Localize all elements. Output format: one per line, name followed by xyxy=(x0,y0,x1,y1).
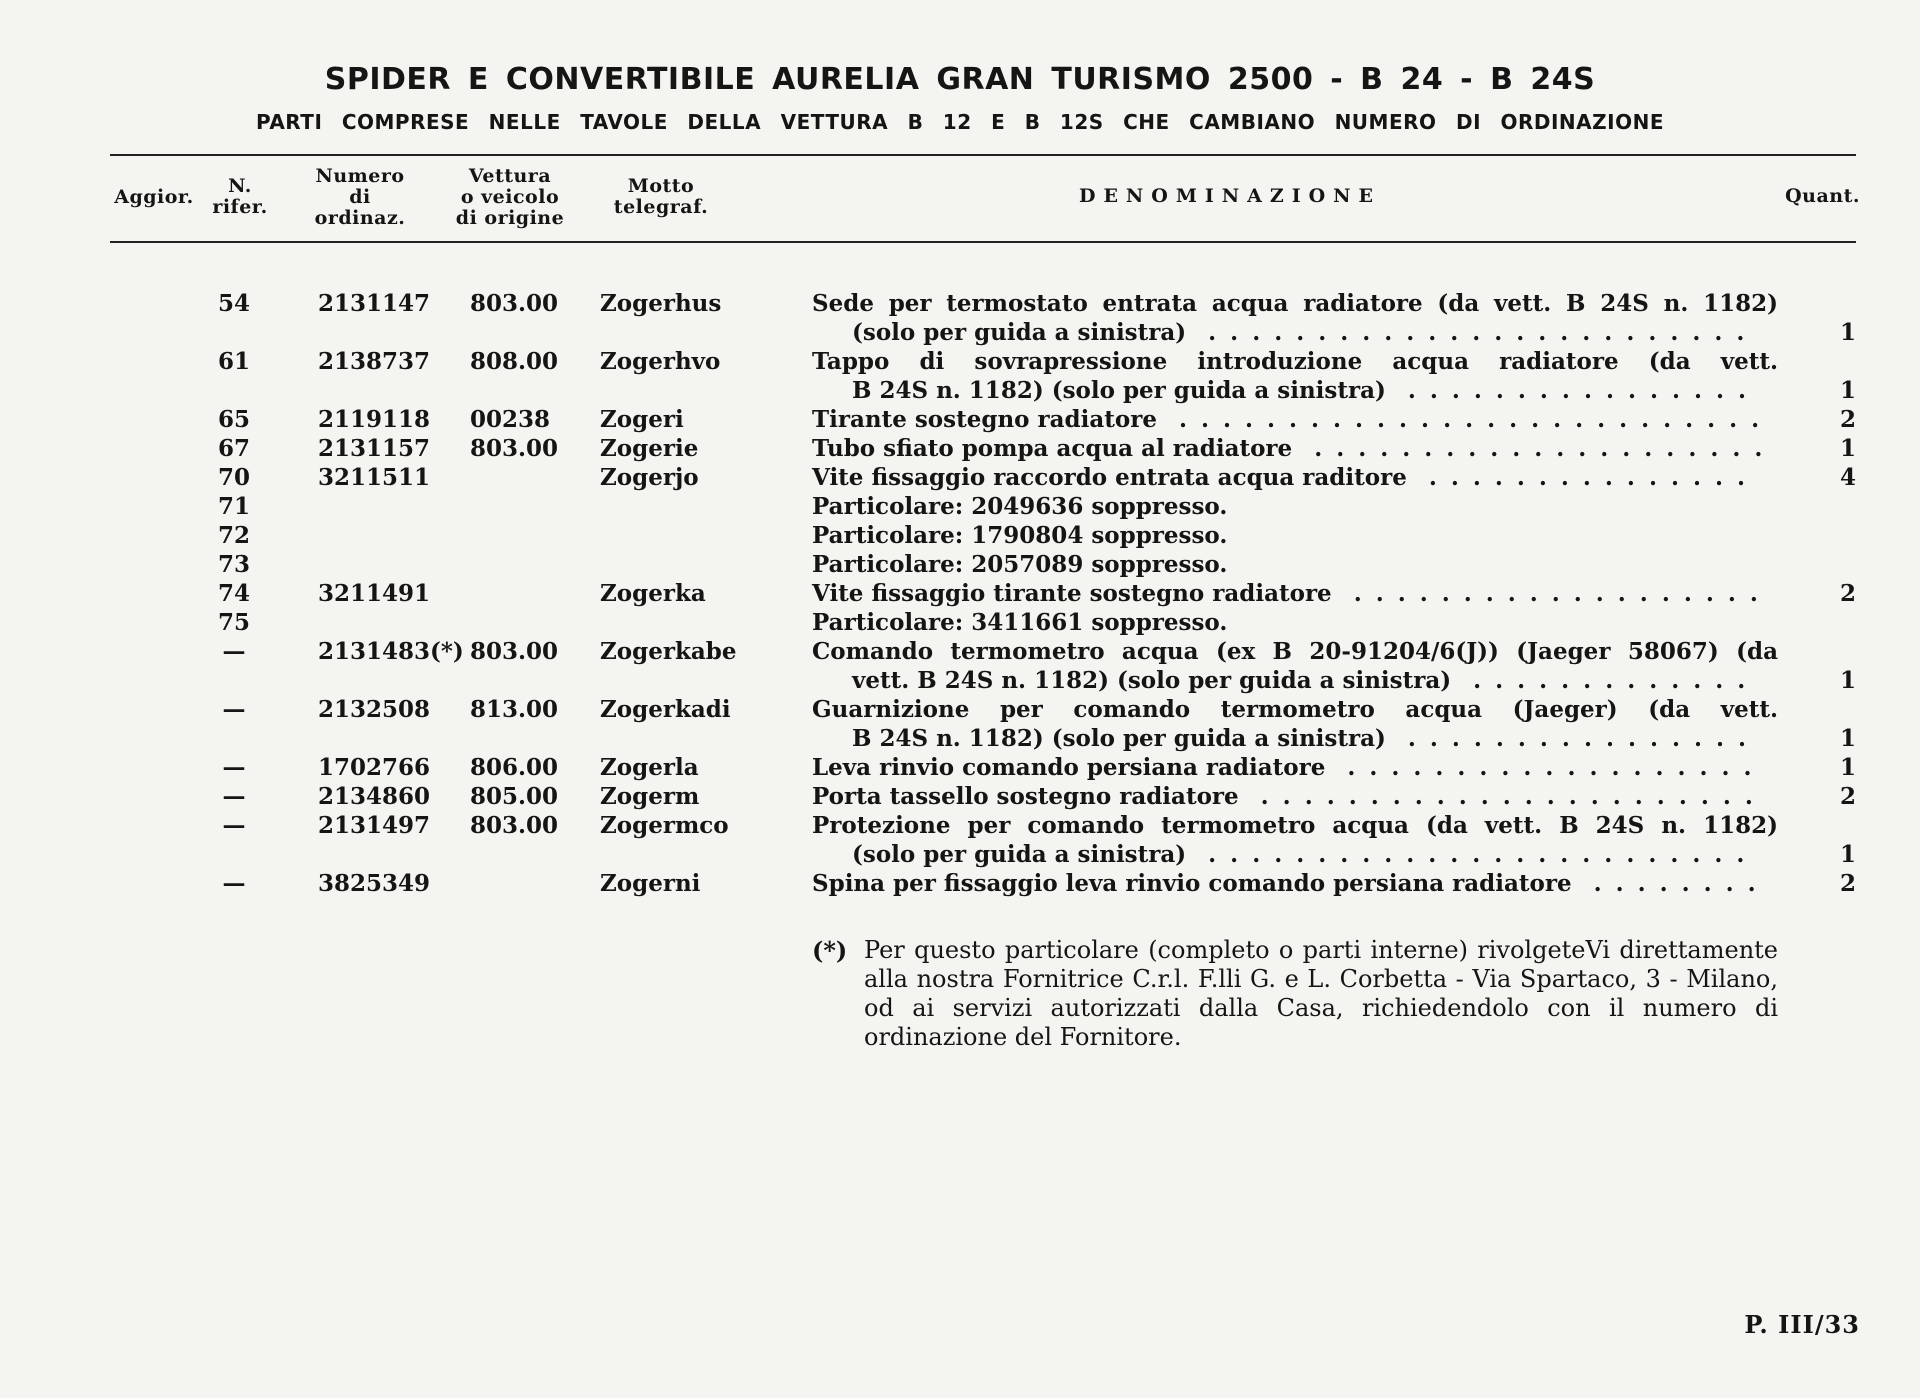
page-number: P. III/33 xyxy=(1744,1310,1860,1339)
telegraph-code: Zogerni xyxy=(600,870,701,897)
order-number: 2138737 xyxy=(318,348,431,375)
telegraph-code: Zogerhus xyxy=(600,290,722,317)
description-line1 xyxy=(812,405,1778,434)
order-number: 3825349 xyxy=(318,870,431,897)
header-numero-line3: ordinaz. xyxy=(314,207,406,229)
description-line1 xyxy=(812,753,1778,782)
ref-number: — xyxy=(222,870,246,897)
description-line1 xyxy=(812,869,1778,898)
order-number: 2131147 xyxy=(318,290,431,317)
origin-vehicle: 806.00 xyxy=(470,754,559,781)
description-text: Leva rinvio comando persiana radiatore xyxy=(812,754,1326,781)
description-text: Spina per fissaggio leva rinvio comando persiana radiatore xyxy=(812,870,1572,897)
description xyxy=(812,753,1778,782)
quantity: 2 xyxy=(1839,406,1856,433)
footnote xyxy=(812,936,1778,1052)
page-subtitle: PARTI COMPRESE NELLE TAVOLE DELLA VETTURA B 12 E B 12S CHE CAMBIANO NUMERO DI ORDINAZIONE xyxy=(256,110,1664,134)
description-line1 xyxy=(812,782,1778,811)
description-line1: Sede per termostato entrata acqua radiatore (da vett. B 24S n. 1182) xyxy=(812,290,1778,317)
order-number: 3211491 xyxy=(318,580,431,607)
ref-number: — xyxy=(222,812,246,839)
leader-dots: ........ xyxy=(1571,870,1770,897)
ref-number: 65 xyxy=(217,406,250,433)
header-rif-line1: N. xyxy=(228,175,252,197)
description-line1 xyxy=(812,434,1778,463)
header-numero-line2: di xyxy=(349,186,371,208)
footnote-mark: (*) xyxy=(812,936,848,965)
description-text: Particolare: 3411661 soppresso. xyxy=(812,609,1228,636)
telegraph-code: Zogeri xyxy=(600,406,684,433)
leader-dots: ..................... xyxy=(1292,435,1777,462)
leader-dots: ......................... xyxy=(1186,319,1759,346)
description-line2 xyxy=(812,724,1778,753)
description-line2 xyxy=(812,666,1778,695)
leader-dots: ............. xyxy=(1451,667,1760,694)
order-number: 2132508 xyxy=(318,696,431,723)
ref-number: 74 xyxy=(217,580,250,607)
quantity: 2 xyxy=(1839,870,1856,897)
telegraph-code: Zogerie xyxy=(600,435,699,462)
ref-number: 61 xyxy=(217,348,250,375)
origin-vehicle: 803.00 xyxy=(470,638,559,665)
description-line1: Protezione per comando termometro acqua (da vett. B 24S n. 1182) xyxy=(812,812,1778,839)
ref-number: 72 xyxy=(217,522,250,549)
quantity: 1 xyxy=(1839,667,1856,694)
origin-vehicle: 813.00 xyxy=(470,696,559,723)
description-line2-text: vett. B 24S n. 1182) (solo per guida a sinistra) xyxy=(852,667,1452,694)
ref-number: 67 xyxy=(217,435,250,462)
description xyxy=(812,492,1778,521)
order-number: 2131483(*) xyxy=(318,638,464,665)
ref-number: — xyxy=(222,754,246,781)
description-line1 xyxy=(812,608,1778,637)
header-numero-line1: Numero xyxy=(315,165,405,187)
description-line1 xyxy=(812,550,1778,579)
header-vettura-line1: Vettura xyxy=(468,165,552,187)
leader-dots: ............... xyxy=(1406,464,1759,491)
leader-dots: ................ xyxy=(1385,725,1760,752)
header-vettura-line3: di origine xyxy=(455,207,565,229)
description xyxy=(812,782,1778,811)
description-line2-text: (solo per guida a sinistra) xyxy=(852,841,1187,868)
telegraph-code: Zogerla xyxy=(600,754,699,781)
description-text: Vite fissaggio tirante sostegno radiatore xyxy=(812,580,1332,607)
quantity: 1 xyxy=(1839,725,1856,752)
header-vettura xyxy=(436,166,584,229)
description xyxy=(812,521,1778,550)
leader-dots: ................... xyxy=(1325,754,1766,781)
description xyxy=(812,579,1778,608)
description xyxy=(812,550,1778,579)
description-text: Porta tassello sostegno radiatore xyxy=(812,783,1239,810)
footnote-text: Per questo particolare (completo o parti interne) rivolgeteVi direttamente alla nostra Fornitrice C.r.l. F.lli G. e L. Corbetta - Via Spartaco, 3 - Milano, od ai servizi autorizzati dalla Casa, richiedendolo con il numero di ordinazione del Fornitore. xyxy=(864,936,1778,1051)
origin-vehicle: 803.00 xyxy=(470,435,559,462)
header-quant: Quant. xyxy=(1785,185,1860,207)
order-number: 2131157 xyxy=(318,435,431,462)
telegraph-code: Zogerm xyxy=(600,783,700,810)
ref-number: 73 xyxy=(217,551,250,578)
origin-vehicle: 808.00 xyxy=(470,348,559,375)
ref-number: — xyxy=(222,696,246,723)
header-motto-line2: telegraf. xyxy=(613,196,709,218)
order-number: 2131497 xyxy=(318,812,431,839)
description xyxy=(812,811,1778,869)
description xyxy=(812,289,1778,347)
description-line1 xyxy=(812,492,1778,521)
header-aggior: Aggior. xyxy=(114,186,194,208)
description xyxy=(812,463,1778,492)
ref-number: — xyxy=(222,783,246,810)
quantity: 2 xyxy=(1839,783,1856,810)
description xyxy=(812,434,1778,463)
header-rif-line2: rifer. xyxy=(212,196,268,218)
description-text: Particolare: 2049636 soppresso. xyxy=(812,493,1228,520)
order-number: 3211511 xyxy=(318,464,431,491)
header-denominazione: DENOMINAZIONE xyxy=(1078,185,1382,207)
description-line2-text: (solo per guida a sinistra) xyxy=(852,319,1187,346)
ref-number: 75 xyxy=(217,609,250,636)
quantity: 4 xyxy=(1839,464,1856,491)
quantity: 1 xyxy=(1839,841,1856,868)
header-rif xyxy=(212,176,268,218)
description-line2 xyxy=(812,376,1778,405)
telegraph-code: Zogerkadi xyxy=(600,696,731,723)
description xyxy=(812,405,1778,434)
description-text: Vite fissaggio raccordo entrata acqua raditore xyxy=(812,464,1407,491)
description xyxy=(812,869,1778,898)
leader-dots: ................... xyxy=(1331,580,1772,607)
telegraph-code: Zogerjo xyxy=(600,464,699,491)
header-vettura-line2: o veicolo xyxy=(460,186,560,208)
description xyxy=(812,637,1778,695)
leader-dots: ........................... xyxy=(1156,406,1774,433)
origin-vehicle: 803.00 xyxy=(470,290,559,317)
description-line1: Comando termometro acqua (ex B 20-91204/6(J)) (Jaeger 58067) (da xyxy=(812,638,1778,665)
header-bottom-rule xyxy=(110,241,1856,243)
page-title: SPIDER E CONVERTIBILE AURELIA GRAN TURISMO 2500 - B 24 - B 24S xyxy=(324,62,1596,97)
description-line1 xyxy=(812,463,1778,492)
description-text: Particolare: 2057089 soppresso. xyxy=(812,551,1228,578)
origin-vehicle: 803.00 xyxy=(470,812,559,839)
description-line1 xyxy=(812,521,1778,550)
quantity: 1 xyxy=(1839,435,1856,462)
ref-number: 54 xyxy=(217,290,250,317)
origin-vehicle: 805.00 xyxy=(470,783,559,810)
quantity: 1 xyxy=(1839,319,1856,346)
telegraph-code: Zogermco xyxy=(600,812,729,839)
leader-dots: ....................... xyxy=(1238,783,1767,810)
order-number: 2134860 xyxy=(318,783,431,810)
order-number: 1702766 xyxy=(318,754,431,781)
telegraph-code: Zogerka xyxy=(600,580,706,607)
description-line1: Guarnizione per comando termometro acqua (Jaeger) (da vett. xyxy=(812,696,1778,723)
description-text: Tirante sostegno radiatore xyxy=(812,406,1157,433)
quantity: 1 xyxy=(1839,377,1856,404)
header-motto-line1: Motto xyxy=(627,175,695,197)
description xyxy=(812,608,1778,637)
leader-dots: ......................... xyxy=(1186,841,1759,868)
description xyxy=(812,347,1778,405)
description-line2 xyxy=(812,840,1778,869)
description-line2 xyxy=(812,318,1778,347)
quantity: 2 xyxy=(1839,580,1856,607)
origin-vehicle: 00238 xyxy=(470,406,551,433)
description-line1: Tappo di sovrapressione introduzione acqua radiatore (da vett. xyxy=(812,348,1778,375)
telegraph-code: Zogerhvo xyxy=(600,348,721,375)
description-line2-text: B 24S n. 1182) (solo per guida a sinistra) xyxy=(852,377,1386,404)
ref-number: 70 xyxy=(217,464,250,491)
order-number: 2119118 xyxy=(318,406,431,433)
description-text: Particolare: 1790804 soppresso. xyxy=(812,522,1228,549)
ref-number: — xyxy=(222,638,246,665)
quantity: 1 xyxy=(1839,754,1856,781)
description-line1 xyxy=(812,579,1778,608)
ref-number: 71 xyxy=(217,493,250,520)
header-numero xyxy=(300,166,420,229)
description xyxy=(812,695,1778,753)
header-top-rule xyxy=(110,154,1856,156)
description-line2-text: B 24S n. 1182) (solo per guida a sinistra) xyxy=(852,725,1386,752)
header-motto xyxy=(596,176,726,218)
telegraph-code: Zogerkabe xyxy=(600,638,737,665)
description-text: Tubo sfiato pompa acqua al radiatore xyxy=(812,435,1293,462)
leader-dots: ................ xyxy=(1385,377,1760,404)
